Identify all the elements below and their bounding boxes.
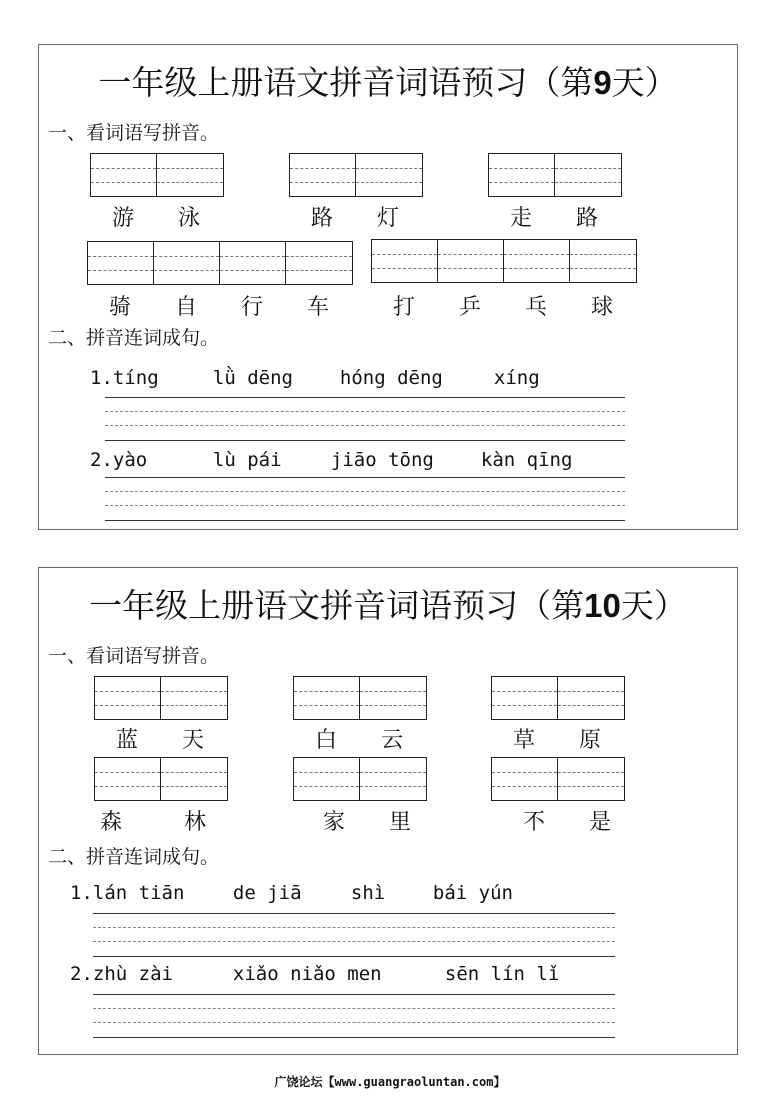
section-heading-2: 二、拼音连词成句。 xyxy=(48,846,220,868)
worksheet-day-9 xyxy=(38,44,738,530)
char: 路 xyxy=(310,206,333,231)
pinyin-word: hóng dēng xyxy=(339,367,443,389)
pinyin-word: yào xyxy=(112,449,148,471)
pinyin-word: lù pái xyxy=(212,449,282,471)
char: 球 xyxy=(590,295,613,320)
pinyin-word: bái yún xyxy=(432,882,513,904)
pinyin-grid[interactable] xyxy=(94,676,228,720)
worksheet-day-10 xyxy=(38,567,738,1055)
char: 不 xyxy=(522,810,545,835)
title-prefix: 一年级上册语文拼音词语预习（第 xyxy=(89,586,585,625)
day-number: 10 xyxy=(584,587,621,624)
word-chars xyxy=(94,723,226,754)
pinyin-grid[interactable] xyxy=(488,153,622,197)
pinyin-sentence-1 xyxy=(90,367,540,389)
pinyin-grid[interactable] xyxy=(371,239,637,283)
pinyin-grid[interactable] xyxy=(90,153,224,197)
sentence-number: 1. xyxy=(90,367,113,389)
pinyin-grid[interactable] xyxy=(491,676,625,720)
char: 走 xyxy=(509,206,532,231)
word-chars xyxy=(90,201,222,232)
pinyin-word: tíng xyxy=(112,367,159,389)
sentence-number: 2. xyxy=(70,963,93,985)
section-heading-1: 一、看词语写拼音。 xyxy=(48,645,220,667)
pinyin-word: zhù zài xyxy=(92,963,173,985)
char: 云 xyxy=(380,728,403,753)
sentence-number: 1. xyxy=(70,882,93,904)
char: 森 xyxy=(99,810,122,835)
writing-lines[interactable] xyxy=(93,913,615,957)
pinyin-word: lǜ dēng xyxy=(212,367,293,389)
title-suffix: 天） xyxy=(620,586,687,625)
char: 原 xyxy=(578,728,601,753)
char: 是 xyxy=(588,810,611,835)
pinyin-grid[interactable] xyxy=(293,676,427,720)
pinyin-sentence-2 xyxy=(70,963,559,985)
pinyin-grid[interactable] xyxy=(491,757,625,801)
pinyin-grid[interactable] xyxy=(94,757,228,801)
word-chars xyxy=(289,201,421,232)
writing-lines[interactable] xyxy=(105,477,625,521)
char: 白 xyxy=(314,728,337,753)
char: 行 xyxy=(240,295,263,320)
page-title xyxy=(39,580,737,627)
pinyin-word: de jiā xyxy=(232,882,302,904)
word-chars xyxy=(491,723,623,754)
char: 游 xyxy=(111,206,134,231)
pinyin-grid[interactable] xyxy=(293,757,427,801)
char: 天 xyxy=(181,728,204,753)
pinyin-word: shì xyxy=(350,882,386,904)
pinyin-grid[interactable] xyxy=(87,241,353,285)
char: 泳 xyxy=(177,206,200,231)
writing-lines[interactable] xyxy=(105,397,625,441)
pinyin-word: sēn lín lǐ xyxy=(444,963,560,985)
char: 灯 xyxy=(376,206,399,231)
pinyin-word: lán tiān xyxy=(92,882,185,904)
char: 草 xyxy=(512,728,535,753)
footer-credit: 广饶论坛【www.guangraoluntan.com】 xyxy=(274,1075,506,1089)
pinyin-word: xíng xyxy=(493,367,540,389)
section-heading-1: 一、看词语写拼音。 xyxy=(48,122,220,144)
word-chars xyxy=(371,290,635,321)
day-number: 9 xyxy=(593,64,612,101)
page-title xyxy=(39,57,737,104)
section-heading-2: 二、拼音连词成句。 xyxy=(48,327,220,349)
title-suffix: 天） xyxy=(611,63,678,102)
pinyin-word: kàn qīng xyxy=(480,449,573,471)
sentence-number: 2. xyxy=(90,449,113,471)
pinyin-sentence-1 xyxy=(70,882,513,904)
writing-lines[interactable] xyxy=(93,994,615,1038)
char: 打 xyxy=(392,295,415,320)
char: 路 xyxy=(575,206,598,231)
char: 自 xyxy=(174,295,197,320)
char: 车 xyxy=(306,295,329,320)
char: 骑 xyxy=(108,295,131,320)
title-prefix: 一年级上册语文拼音词语预习（第 xyxy=(98,63,594,102)
pinyin-word: jiāo tōng xyxy=(330,449,434,471)
word-chars xyxy=(78,805,228,836)
word-chars xyxy=(488,201,620,232)
char: 蓝 xyxy=(115,728,138,753)
char: 家 xyxy=(322,810,345,835)
word-chars xyxy=(501,805,633,836)
pinyin-word: xiǎo niǎo men xyxy=(232,963,382,985)
word-chars xyxy=(87,290,351,321)
char: 乒 xyxy=(458,295,481,320)
word-chars xyxy=(293,723,425,754)
char: 林 xyxy=(183,810,206,835)
pinyin-grid[interactable] xyxy=(289,153,423,197)
char: 乓 xyxy=(524,295,547,320)
char: 里 xyxy=(388,810,411,835)
word-chars xyxy=(301,805,433,836)
pinyin-sentence-2 xyxy=(90,449,572,471)
